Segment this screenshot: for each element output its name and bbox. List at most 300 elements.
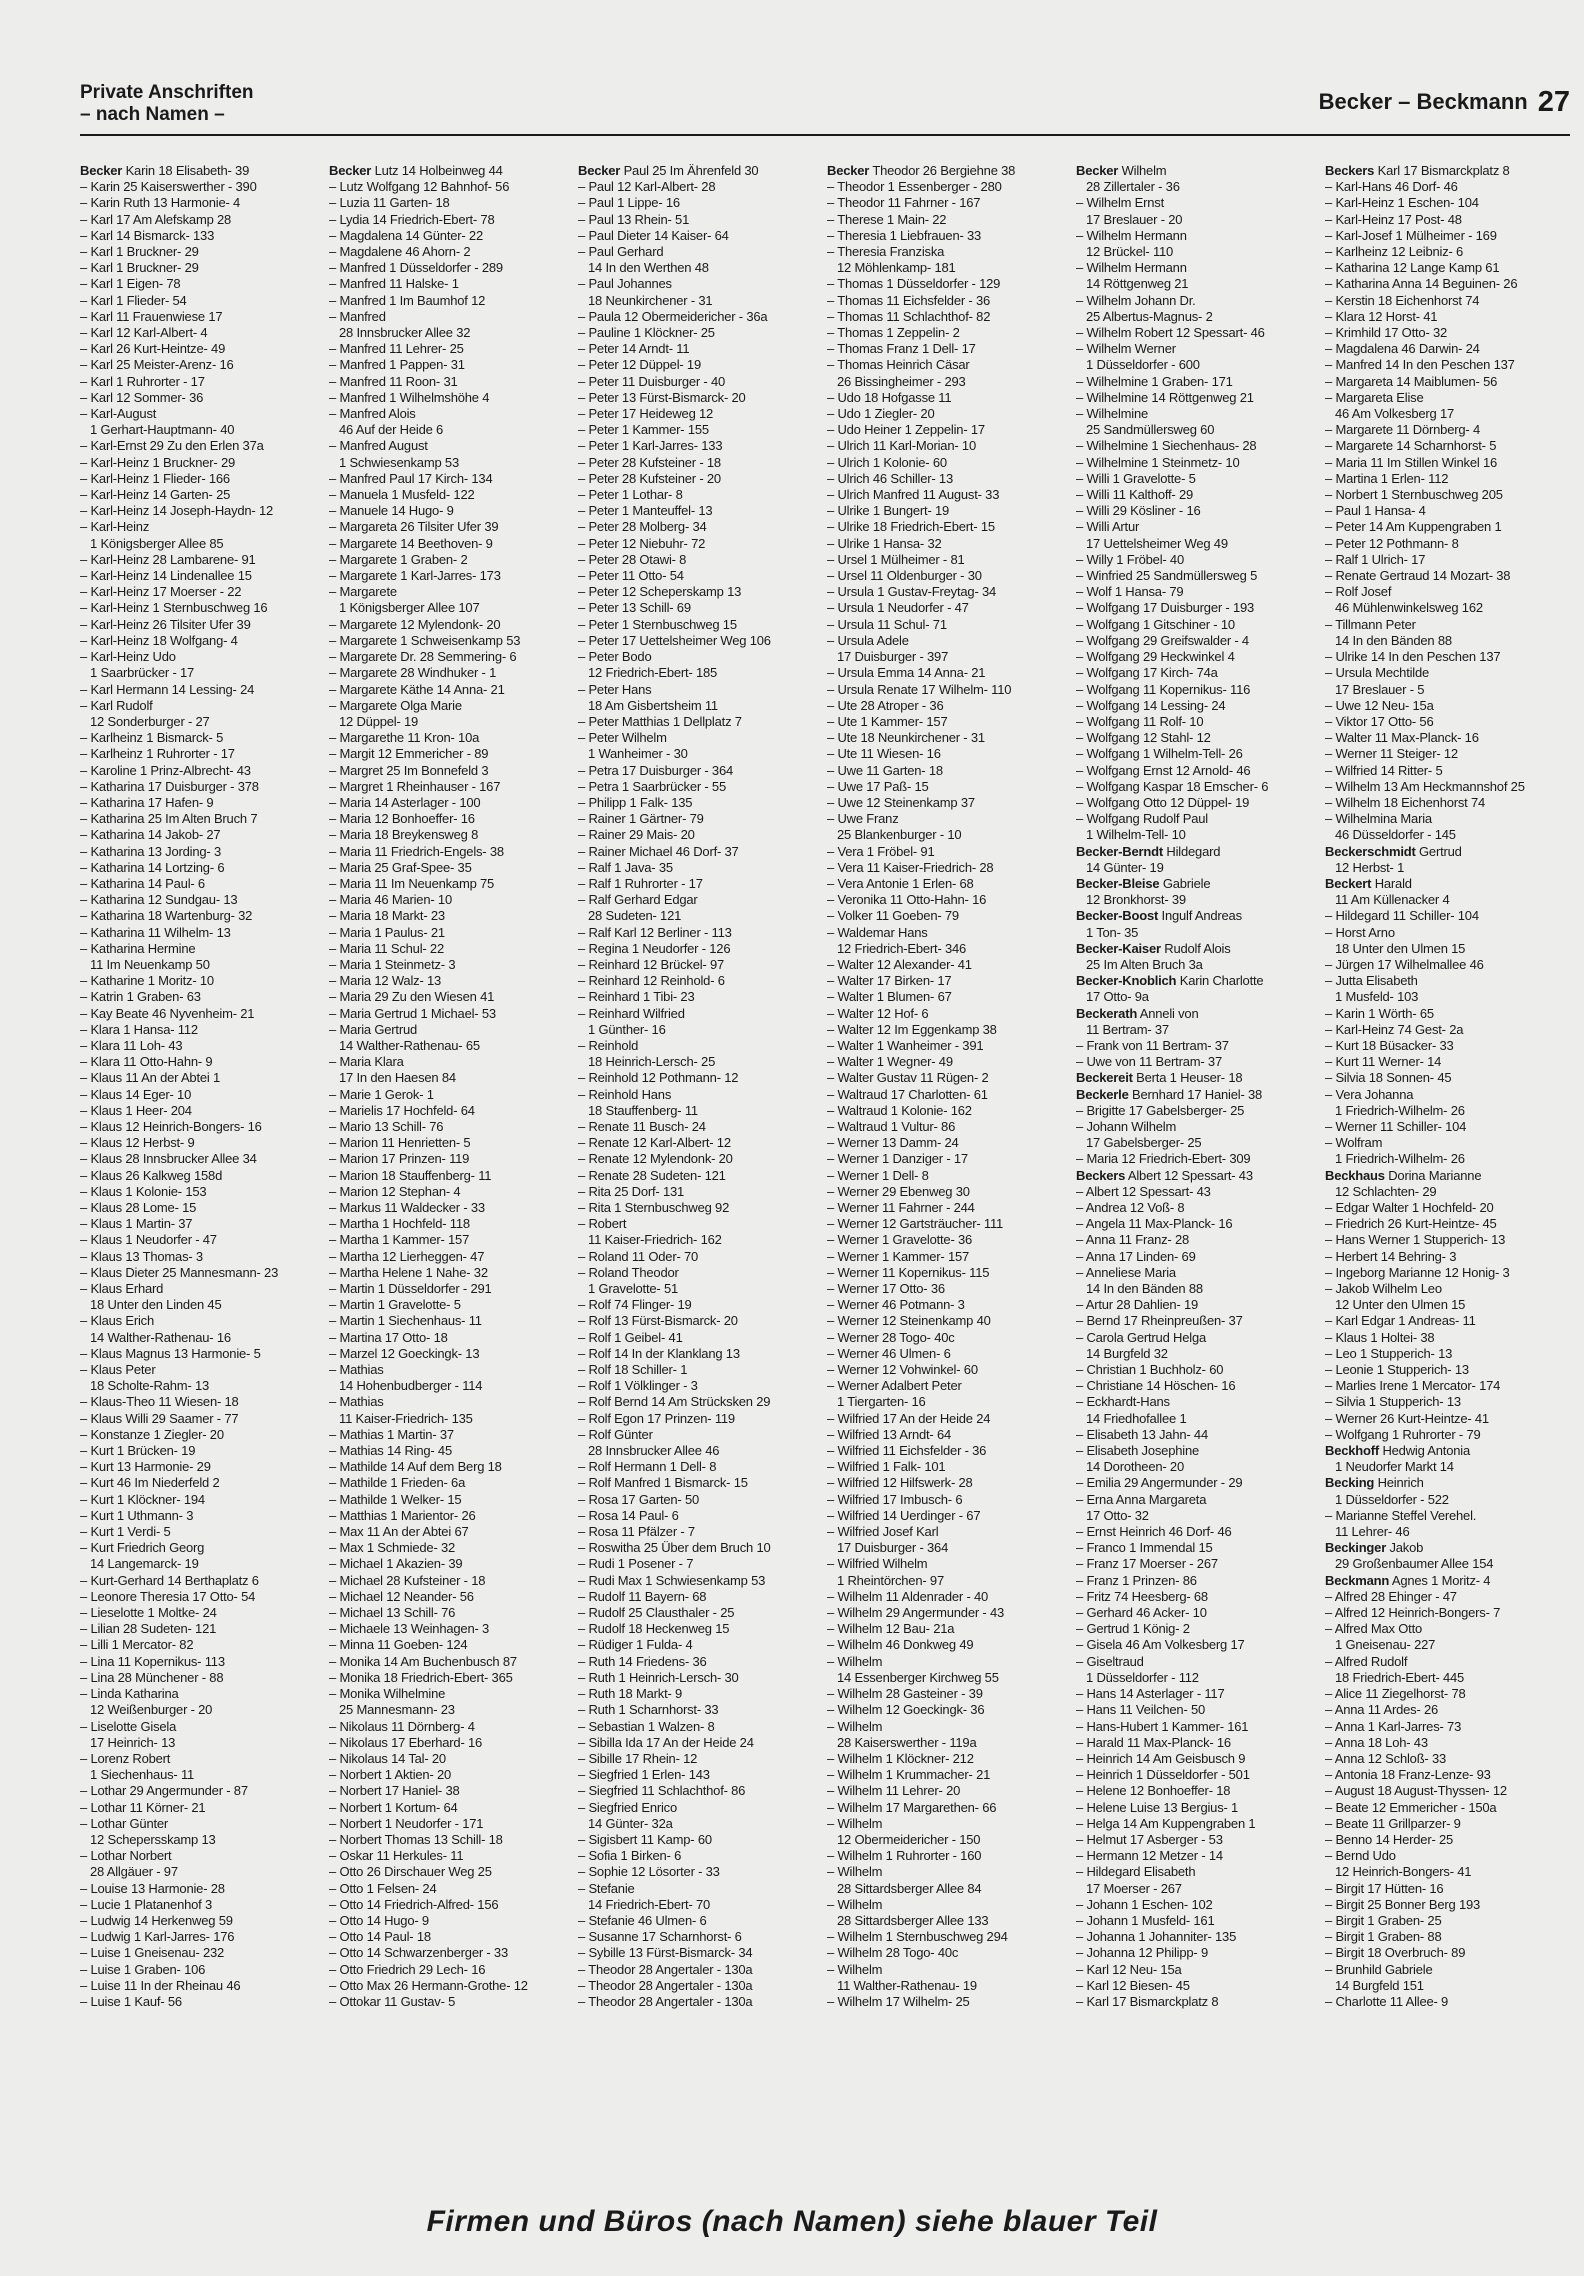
directory-entry: – Karl-Heinz 1 Sternbuschweg 16: [80, 600, 268, 616]
directory-entry: – Anna 11 Franz- 28: [1076, 1232, 1190, 1248]
directory-entry: – Karl-Heinz 74 Gest- 2a: [1325, 1021, 1464, 1037]
directory-entry: – Hans 11 Veilchen- 50: [1076, 1702, 1206, 1718]
directory-entry: – Karl-Heinz: [80, 519, 150, 535]
directory-entry: – Klaus 1 Kolonie- 153: [80, 1183, 207, 1199]
directory-entry: – Marion 18 Stauffenberg- 11: [329, 1167, 492, 1183]
directory-entry: – Kurt 1 Klöckner- 194: [80, 1491, 205, 1507]
directory-entry: – Sofia 1 Birken- 6: [578, 1848, 682, 1864]
directory-entry: – Herbert 14 Behring- 3: [1325, 1248, 1457, 1264]
directory-entry: – Klaus Dieter 25 Mannesmann- 23: [80, 1264, 279, 1280]
directory-entry: – Ralf 1 Java- 35: [578, 859, 673, 875]
address-continuation: 1 Neudorfer Markt 14: [1335, 1459, 1454, 1475]
address-continuation: 14 Walther-Rathenau- 65: [339, 1037, 480, 1053]
directory-entry: – Ute 28 Atroper - 36: [827, 697, 944, 713]
directory-entry: – Helene Luise 13 Bergius- 1: [1076, 1799, 1239, 1815]
directory-entry: – Wilfried 14 Uerdinger - 67: [827, 1507, 981, 1523]
directory-entry: – Wolfgang 14 Lessing- 24: [1076, 697, 1226, 713]
directory-entry: – Manuele 14 Hugo- 9: [329, 503, 454, 519]
directory-entry: – Ursula Emma 14 Anna- 21: [827, 665, 986, 681]
directory-entry: – Udo 18 Hofgasse 11: [827, 389, 952, 405]
directory-entry: – Wilhelm Hermann: [1076, 227, 1187, 243]
directory-entry: – Karl-Heinz 26 Tilsiter Ufer 39: [80, 616, 251, 632]
directory-entry: – Wilhelm Johann Dr.: [1076, 292, 1196, 308]
directory-entry: – Petra 1 Saarbrücker - 55: [578, 778, 726, 794]
directory-entry: – Wilhelm 12 Bau- 21a: [827, 1621, 955, 1637]
directory-entry: – Maria 1 Steinmetz- 3: [329, 956, 456, 972]
address-continuation: 12 Heinrich-Bongers- 41: [1335, 1864, 1472, 1880]
directory-entry: – Artur 28 Dahlien- 19: [1076, 1297, 1199, 1313]
directory-column-3: [578, 163, 824, 2183]
directory-entry: – Renate 11 Busch- 24: [578, 1118, 706, 1134]
directory-entry: – Karl 25 Meister-Arenz- 16: [80, 357, 234, 373]
directory-entry: – Ruth 1 Scharnhorst- 33: [578, 1702, 719, 1718]
directory-entry: – Renate 28 Sudeten- 121: [578, 1167, 726, 1183]
directory-entry: – Louise 13 Harmonie- 28: [80, 1880, 225, 1896]
directory-entry: – Rolf 1 Geibel- 41: [578, 1329, 683, 1345]
directory-entry: – Elisabeth Josephine: [1076, 1443, 1200, 1459]
directory-entry: – Manfred 11 Lehrer- 25: [329, 341, 464, 357]
directory-entry: – Udo 1 Ziegler- 20: [827, 406, 935, 422]
directory-entry: – Christiane 14 Höschen- 16: [1076, 1378, 1236, 1394]
directory-entry: – Karl-Heinz 14 Joseph-Haydn- 12: [80, 503, 274, 519]
directory-entry: – Ralf Karl 12 Berliner - 113: [578, 924, 732, 940]
directory-entry: – Katharina 11 Wilhelm- 13: [80, 924, 231, 940]
directory-entry: – Karl 1 Ruhrorter - 17: [80, 373, 205, 389]
directory-entry: – Wilhelm 11 Lehrer- 20: [827, 1783, 961, 1799]
address-continuation: 17 Breslauer - 5: [1335, 681, 1425, 697]
surname-entry: Beckereit Berta 1 Heuser- 18: [1076, 1070, 1243, 1086]
directory-entry: – Ulrich 46 Schiller- 13: [827, 470, 953, 486]
directory-entry: – Emilia 29 Angermunder - 29: [1076, 1475, 1243, 1491]
directory-entry: – Rita 1 Sternbuschweg 92: [578, 1200, 730, 1215]
directory-entry: – Vera Johanna: [1325, 1086, 1414, 1102]
directory-entry: – Magdalena 14 Günter- 22: [329, 227, 483, 243]
address-continuation: 17 Heinrich- 13: [90, 1734, 176, 1750]
directory-entry: – Uwe 12 Neu- 15a: [1325, 697, 1434, 713]
directory-entry: – Rolf Bernd 14 Am Strücksken 29: [578, 1394, 771, 1410]
directory-entry: – Thomas Franz 1 Dell- 17: [827, 341, 976, 357]
directory-entry: – Kurt 13 Harmonie- 29: [80, 1459, 211, 1475]
directory-entry: – Rudolf 25 Clausthaler - 25: [578, 1605, 735, 1621]
directory-entry: – Norbert 17 Haniel- 38: [329, 1783, 460, 1799]
directory-entry: – Thomas 11 Schlachthof- 82: [827, 308, 991, 324]
directory-entry: – Peter 11 Duisburger - 40: [578, 373, 726, 389]
address-continuation: 18 Unter den Linden 45: [90, 1297, 222, 1313]
directory-entry: – Margarete 11 Dörnberg- 4: [1325, 422, 1480, 438]
directory-entry: – Karin 25 Kaiserswerther - 390: [80, 179, 257, 195]
directory-entry: – Maria Gertrud: [329, 1021, 418, 1037]
directory-entry: – Martha 1 Hochfeld- 118: [329, 1216, 470, 1232]
directory-entry: – Mario 13 Schill- 76: [329, 1118, 444, 1134]
directory-entry: – Christian 1 Buchholz- 60: [1076, 1362, 1224, 1378]
directory-entry: – Petra 17 Duisburger - 364: [578, 762, 734, 778]
directory-entry: – Werner 29 Ebenweg 30: [827, 1183, 970, 1199]
directory-entry: – Mathilde 14 Auf dem Berg 18: [329, 1459, 502, 1475]
directory-entry: – Wilhelm: [827, 1896, 883, 1912]
directory-entry: – Maria Klara: [329, 1054, 404, 1070]
directory-entry: – Michaele 13 Weinhagen- 3: [329, 1621, 490, 1637]
directory-entry: – Wilfried 17 Imbusch- 6: [827, 1491, 963, 1507]
directory-entry: – Veronika 11 Otto-Hahn- 16: [827, 892, 987, 908]
directory-entry: – Ernst Heinrich 46 Dorf- 46: [1076, 1524, 1232, 1540]
directory-entry: – Wolfgang 1 Gitschiner - 10: [1076, 616, 1235, 632]
directory-entry: – Wolfgang 29 Greifswalder - 4: [1076, 632, 1249, 648]
directory-entry: – Margit 12 Emmericher - 89: [329, 746, 489, 762]
address-continuation: 12 Unter den Ulmen 15: [1335, 1297, 1466, 1313]
directory-entry: – Sibilla Ida 17 An der Heide 24: [578, 1734, 754, 1750]
directory-entry: – Kurt 11 Werner- 14: [1325, 1054, 1442, 1070]
directory-entry: – Otto Max 26 Hermann-Grothe- 12: [329, 1977, 528, 1993]
surname-entry: Becker Lutz 14 Holbeinweg 44: [329, 163, 503, 178]
directory-entry: – Johanna 12 Philipp- 9: [1076, 1945, 1209, 1961]
directory-entry: – Uwe 17 Paß- 15: [827, 778, 929, 794]
directory-entry: – Peter 12 Scheperskamp 13: [578, 584, 742, 600]
directory-entry: – Rolf Egon 17 Prinzen- 119: [578, 1410, 735, 1426]
directory-entry: – Theresia Franziska: [827, 244, 945, 260]
surname: Beckert: [1325, 875, 1372, 891]
directory-entry: – Johanna 1 Johanniter- 135: [1076, 1929, 1237, 1945]
directory-entry: – Wilhelm Ernst: [1076, 195, 1165, 211]
directory-entry: – Rainer 29 Mais- 20: [578, 827, 695, 843]
directory-entry: – Ulrike 1 Bungert- 19: [827, 503, 950, 519]
directory-entry: – Werner 28 Togo- 40c: [827, 1329, 955, 1345]
directory-entry: – Monika Wilhelmine: [329, 1686, 446, 1702]
directory-entry: – Wilfried Josef Karl: [827, 1524, 939, 1540]
directory-entry: – Helene 12 Bonhoeffer- 18: [1076, 1783, 1231, 1799]
directory-entry: – Rolf 74 Flinger- 19: [578, 1297, 692, 1313]
directory-entry: – Manfred Paul 17 Kirch- 134: [329, 470, 493, 486]
directory-entry: – Marion 12 Stephan- 4: [329, 1183, 461, 1199]
directory-entry: – Peter 13 Schill- 69: [578, 600, 691, 616]
directory-entry: – Theodor 1 Essenberger - 280: [827, 179, 1002, 195]
directory-entry: – Klara 1 Hansa- 112: [80, 1021, 198, 1037]
surname-entry: Beckhoff Hedwig Antonia: [1325, 1443, 1470, 1459]
directory-entry: – Waltraud 1 Kolonie- 162: [827, 1102, 972, 1118]
directory-entry: – Harald 11 Max-Planck- 16: [1076, 1734, 1231, 1750]
directory-entry: – Rolf Günter: [578, 1426, 653, 1442]
section-title-line2: – nach Namen –: [80, 104, 225, 125]
surname-entry: Becker-Kaiser Rudolf Alois: [1076, 940, 1231, 956]
directory-entry: – Walter 17 Birken- 17: [827, 973, 952, 989]
address-continuation: 17 Moerser - 267: [1086, 1880, 1182, 1896]
directory-entry: – Kurt 1 Verdi- 5: [80, 1524, 171, 1540]
directory-entry: – Birgit 1 Graben- 88: [1325, 1929, 1442, 1945]
directory-entry: – Lilian 28 Sudeten- 121: [80, 1621, 217, 1637]
directory-entry: – Maria 29 Zu den Wiesen 41: [329, 989, 495, 1005]
directory-entry: – Margret 1 Rheinhauser - 167: [329, 778, 501, 794]
directory-entry: – Katharina 17 Duisburger - 378: [80, 778, 259, 794]
directory-entry: – Theodor 28 Angertaler - 130a: [578, 1961, 753, 1977]
directory-entry: – Wolfgang 29 Heckwinkel 4: [1076, 649, 1235, 665]
directory-entry: – Katharina 17 Hafen- 9: [80, 794, 214, 810]
directory-entry: – Peter 12 Pothmann- 8: [1325, 535, 1459, 551]
directory-column-4: [827, 163, 1073, 2183]
directory-entry: – Peter Wilhelm: [578, 730, 667, 746]
address-continuation: 14 Essenberger Kirchweg 55: [837, 1669, 999, 1685]
directory-entry: – Werner 11 Kopernikus- 115: [827, 1264, 990, 1280]
directory-entry: – Rolf 1 Völklinger - 3: [578, 1378, 698, 1394]
directory-entry: – Norbert 1 Neudorfer - 171: [329, 1815, 484, 1831]
directory-entry: – Mathilde 1 Frieden- 6a: [329, 1475, 466, 1491]
directory-entry: – Karl 1 Eigen- 78: [80, 276, 181, 292]
directory-entry: – Roland 11 Oder- 70: [578, 1248, 699, 1264]
address-continuation: 11 Im Neuenkamp 50: [90, 956, 210, 972]
directory-entry: – Anna 18 Loh- 43: [1325, 1734, 1428, 1750]
address-continuation: 18 Stauffenberg- 11: [588, 1102, 698, 1118]
directory-entry: – Werner Adalbert Peter: [827, 1378, 962, 1394]
directory-entry: – Angela 11 Max-Planck- 16: [1076, 1216, 1233, 1232]
directory-entry: – Lothar 29 Angermunder - 87: [80, 1783, 248, 1799]
directory-entry: – Peter 1 Kammer- 155: [578, 422, 709, 438]
address-continuation: 17 Otto- 9a: [1086, 989, 1149, 1005]
directory-entry: – Lilli 1 Mercator- 82: [80, 1637, 194, 1653]
directory-entry: – Klaus 12 Heinrich-Bongers- 16: [80, 1118, 262, 1134]
name-range: Becker – Beckmann: [1318, 89, 1528, 114]
directory-entry: – Anna 17 Linden- 69: [1076, 1248, 1196, 1264]
directory-entry: – Bernd Udo: [1325, 1848, 1396, 1864]
directory-entry: – Wilhelm 29 Angermunder - 43: [827, 1605, 1005, 1621]
directory-entry: – Birgit 1 Graben- 25: [1325, 1912, 1442, 1928]
directory-entry: – Monika 14 Am Buchenbusch 87: [329, 1653, 517, 1669]
directory-entry: – Anna 1 Karl-Jarres- 73: [1325, 1718, 1462, 1734]
directory-entry: – Werner 11 Schiller- 104: [1325, 1118, 1467, 1134]
directory-entry: – Wilfried 12 Hilfswerk- 28: [827, 1475, 973, 1491]
directory-entry: – Volker 11 Goeben- 79: [827, 908, 959, 924]
directory-entry: – Peter 28 Kufsteiner - 20: [578, 470, 721, 486]
address-continuation: 25 Mannesmann- 23: [339, 1702, 455, 1718]
address-continuation: 1 Friedrich-Wilhelm- 26: [1335, 1102, 1465, 1118]
directory-entry: – Margareta 26 Tilsiter Ufer 39: [329, 519, 499, 535]
directory-entry: – Peter 28 Kufsteiner - 18: [578, 454, 721, 470]
directory-entry: – Kurt 1 Uthmann- 3: [80, 1507, 194, 1523]
directory-entry: – Rainer 1 Gärtner- 79: [578, 811, 704, 827]
address-continuation: 18 Unter den Ulmen 15: [1335, 940, 1466, 956]
directory-entry: – Klaus 26 Kalkweg 158d: [80, 1167, 223, 1183]
address-continuation: 12 Schlachten- 29: [1335, 1183, 1437, 1199]
directory-entry: – Klaus 1 Heer- 204: [80, 1102, 192, 1118]
surname: Beckhaus: [1325, 1167, 1385, 1183]
directory-entry: – Leonie 1 Stupperich- 13: [1325, 1362, 1469, 1378]
surname-entry: Beckers Karl 17 Bismarckplatz 8: [1325, 163, 1510, 178]
directory-entry: – Marianne Steffel Verehel.: [1325, 1507, 1477, 1523]
directory-entry: – Klaus-Theo 11 Wiesen- 18: [80, 1394, 239, 1410]
directory-entry: – Wolfgang 1 Ruhrorter - 79: [1325, 1426, 1481, 1442]
directory-entry: – Martin 1 Gravelotte- 5: [329, 1297, 461, 1313]
directory-entry: – Stefanie 46 Ulmen- 6: [578, 1912, 707, 1928]
surname-entry: Becker Karin 18 Elisabeth- 39: [80, 163, 250, 178]
directory-entry: – Klaus Peter: [80, 1362, 156, 1378]
directory-entry: – Eckhardt-Hans: [1076, 1394, 1170, 1410]
surname: Becking: [1325, 1475, 1375, 1491]
directory-entry: – Peter 1 Karl-Jarres- 133: [578, 438, 723, 454]
directory-entry: – Reinhard Wilfried: [578, 1005, 685, 1021]
directory-entry: – Maria 25 Graf-Spee- 35: [329, 859, 472, 875]
directory-entry: – Alfred Max Otto: [1325, 1621, 1423, 1637]
directory-entry: – Peter 17 Heideweg 12: [578, 406, 714, 422]
directory-entry: – Rüdiger 1 Fulda- 4: [578, 1637, 693, 1653]
directory-entry: – Wolfgang 11 Rolf- 10: [1076, 713, 1204, 729]
directory-entry: – Wilhelmine 14 Röttgenweg 21: [1076, 389, 1254, 405]
directory-entry: – Marielis 17 Hochfeld- 64: [329, 1102, 475, 1118]
address-continuation: 11 Bertram- 37: [1086, 1021, 1169, 1037]
directory-entry: – Giseltraud: [1076, 1653, 1144, 1669]
directory-entry: – Paul Johannes: [578, 276, 672, 292]
directory-entry: – Willy 1 Fröbel- 40: [1076, 551, 1184, 567]
directory-entry: – Werner 1 Kammer- 157: [827, 1248, 970, 1264]
directory-entry: – Karl-August: [80, 406, 157, 422]
directory-entry: – Hans 14 Asterlager - 117: [1076, 1686, 1225, 1702]
directory-entry: – Reinhard 12 Brückel- 97: [578, 956, 725, 972]
directory-entry: – Rudolf 11 Bayern- 68: [578, 1588, 707, 1604]
directory-entry: – Lydia 14 Friedrich-Ebert- 78: [329, 211, 495, 227]
address-continuation: 28 Sittardsberger Allee 84: [837, 1880, 982, 1896]
directory-entry: – Walter 11 Max-Planck- 16: [1325, 730, 1479, 746]
directory-entry: – Wilfried Wilhelm: [827, 1556, 928, 1572]
directory-entry: – Leonore Theresia 17 Otto- 54: [80, 1588, 256, 1604]
surname: Becker-Boost: [1076, 908, 1159, 924]
directory-entry: – Lieselotte 1 Moltke- 24: [80, 1605, 217, 1621]
directory-entry: – Peter 28 Molberg- 34: [578, 519, 707, 535]
directory-entry: – Klaus Willi 29 Saamer - 77: [80, 1410, 239, 1426]
directory-entry: – Klara 11 Otto-Hahn- 9: [80, 1054, 213, 1070]
directory-entry: – Wilhelm 1 Klöckner- 212: [827, 1750, 974, 1766]
directory-entry: – Theodor 11 Fahrner - 167: [827, 195, 981, 211]
directory-entry: – Monika 18 Friedrich-Ebert- 365: [329, 1669, 513, 1685]
directory-entry: – Heinrich 1 Düsseldorfer - 501: [1076, 1767, 1250, 1783]
address-continuation: 1 Tiergarten- 16: [837, 1394, 926, 1410]
directory-entry: – Katharina 13 Jording- 3: [80, 843, 221, 859]
directory-entry: – Martin 1 Düsseldorfer - 291: [329, 1281, 492, 1297]
address-continuation: 28 Innsbrucker Allee 32: [339, 325, 471, 341]
directory-entry: – Karl-Heinz 28 Lambarene- 91: [80, 551, 256, 567]
directory-entry: – Theresia 1 Liebfrauen- 33: [827, 227, 982, 243]
directory-entry: – Karl-Josef 1 Mülheimer - 169: [1325, 227, 1497, 243]
address-continuation: 18 Friedrich-Ebert- 445: [1335, 1669, 1465, 1685]
directory-entry: – Walter Gustav 11 Rügen- 2: [827, 1070, 989, 1086]
address-continuation: 1 Düsseldorfer - 112: [1086, 1669, 1199, 1685]
directory-entry: – Magdalene 46 Ahorn- 2: [329, 244, 471, 260]
address-continuation: 28 Zillertaler - 36: [1086, 179, 1180, 195]
directory-entry: – Werner 11 Fahrner - 244: [827, 1200, 975, 1215]
address-continuation: 11 Am Küllenacker 4: [1335, 892, 1450, 908]
running-head: [1319, 86, 1570, 119]
directory-entry: – Helmut 17 Asberger - 53: [1076, 1831, 1223, 1847]
directory-entry: – Nikolaus 14 Tal- 20: [329, 1750, 446, 1766]
directory-entry: – Waltraud 17 Charlotten- 61: [827, 1086, 988, 1102]
directory-entry: – Peter 1 Lothar- 8: [578, 487, 683, 503]
directory-entry: – Sigisbert 11 Kamp- 60: [578, 1831, 712, 1847]
directory-entry: – Ottokar 11 Gustav- 5: [329, 1993, 456, 2009]
address-continuation: 12 Friedrich-Ebert- 346: [837, 940, 967, 956]
directory-entry: – Walter 1 Wanheimer - 391: [827, 1037, 984, 1053]
directory-entry: – Ruth 1 Heinrich-Lersch- 30: [578, 1669, 739, 1685]
directory-entry: – Karl Edgar 1 Andreas- 11: [1325, 1313, 1476, 1329]
directory-entry: – Lina 28 Münchener - 88: [80, 1669, 224, 1685]
surname-entry: Beckers Albert 12 Spessart- 43: [1076, 1167, 1253, 1183]
directory-entry: – Wilhelm Hermann: [1076, 260, 1187, 276]
directory-entry: – Hans Werner 1 Stupperich- 13: [1325, 1232, 1506, 1248]
address-continuation: 14 In den Bänden 88: [1335, 632, 1452, 648]
directory-entry: – Andrea 12 Voß- 8: [1076, 1200, 1185, 1215]
directory-entry: – Viktor 17 Otto- 56: [1325, 713, 1434, 729]
directory-entry: – Siegfried 11 Schlachthof- 86: [578, 1783, 746, 1799]
directory-entry: – Mathias: [329, 1394, 384, 1410]
directory-entry: – Ursula Renate 17 Wilhelm- 110: [827, 681, 1012, 697]
directory-entry: – Wolfgang Ernst 12 Arnold- 46: [1076, 762, 1251, 778]
directory-entry: – Luzia 11 Garten- 18: [329, 195, 450, 211]
directory-entry: – Karl Rudolf: [80, 697, 153, 713]
directory-entry: – Siegfried Enrico: [578, 1799, 678, 1815]
directory-entry: – Paul Dieter 14 Kaiser- 64: [578, 227, 729, 243]
directory-entry: – Gertrud 1 König- 2: [1076, 1621, 1190, 1637]
directory-entry: – Fritz 74 Heesberg- 68: [1076, 1588, 1208, 1604]
address-continuation: 46 Düsseldorfer - 145: [1335, 827, 1456, 843]
directory-entry: – Klaus 12 Herbst- 9: [80, 1135, 195, 1151]
address-continuation: 26 Bissingheimer - 293: [837, 373, 966, 389]
directory-column-2: [329, 163, 575, 2183]
address-continuation: 14 Günter- 32a: [588, 1815, 673, 1831]
address-continuation: 14 Röttgenweg 21: [1086, 276, 1189, 292]
directory-entry: – Reinhard 1 Tibi- 23: [578, 989, 695, 1005]
directory-entry: – Otto 1 Felsen- 24: [329, 1880, 437, 1896]
directory-entry: – Otto 26 Dirschauer Weg 25: [329, 1864, 492, 1880]
directory-entry: – Vera 1 Fröbel- 91: [827, 843, 935, 859]
surname-entry: Becker Theodor 26 Bergiehne 38: [827, 163, 1016, 178]
directory-entry: – Lina 11 Kopernikus- 113: [80, 1653, 225, 1669]
surname-entry: Beckhaus Dorina Marianne: [1325, 1167, 1482, 1183]
directory-entry: – Minna 11 Goeben- 124: [329, 1637, 468, 1653]
address-continuation: 1 Rheintörchen- 97: [837, 1572, 944, 1588]
directory-entry: – Mathias 14 Ring- 45: [329, 1443, 452, 1459]
directory-entry: – Kurt 46 Im Niederfeld 2: [80, 1475, 220, 1491]
address-continuation: 11 Lehrer- 46: [1335, 1524, 1410, 1540]
directory-entry: – Wilhelm 17 Margarethen- 66: [827, 1799, 997, 1815]
directory-entry: – Walter 1 Wegner- 49: [827, 1054, 953, 1070]
directory-entry: – Marion 11 Henrietten- 5: [329, 1135, 471, 1151]
directory-entry: – Vera Antonie 1 Erlen- 68: [827, 875, 974, 891]
directory-entry: – Luise 1 Kauf- 56: [80, 1993, 182, 2009]
directory-entry: – Friedrich 26 Kurt-Heintze- 45: [1325, 1216, 1497, 1232]
surname-entry: Becker-Berndt Hildegard: [1076, 843, 1221, 859]
address-continuation: 28 Sudeten- 121: [588, 908, 682, 924]
directory-entry: – Luise 1 Graben- 106: [80, 1961, 206, 1977]
directory-entry: – Werner 46 Ulmen- 6: [827, 1345, 951, 1361]
directory-entry: – Leo 1 Stupperich- 13: [1325, 1345, 1453, 1361]
address-continuation: 14 Hohenbudberger - 114: [339, 1378, 483, 1394]
directory-entry: – Karl 1 Flieder- 54: [80, 292, 187, 308]
directory-entry: – Wolfgang 17 Kirch- 74a: [1076, 665, 1218, 681]
directory-entry: – Martina 1 Erlen- 112: [1325, 470, 1449, 486]
directory-entry: – Ursula Adele: [827, 632, 909, 648]
directory-entry: – Sibille 17 Rhein- 12: [578, 1750, 698, 1766]
directory-entry: – Wilfried 14 Ritter- 5: [1325, 762, 1443, 778]
directory-entry: – Karl-Heinz 17 Moerser - 22: [80, 584, 242, 600]
address-continuation: 14 Günter- 19: [1086, 859, 1164, 875]
directory-entry: – Wilhelm 11 Aldenrader - 40: [827, 1588, 989, 1604]
directory-entry: – Wilhelmine: [1076, 406, 1149, 422]
directory-entry: – Anneliese Maria: [1076, 1264, 1176, 1280]
surname-entry: Beckerath Anneli von: [1076, 1005, 1199, 1021]
directory-entry: – Norbert 1 Sternbuschweg 205: [1325, 487, 1503, 503]
surname: Becker-Knoblich: [1076, 973, 1177, 989]
address-continuation: 17 Duisburger - 397: [837, 649, 949, 665]
directory-entry: – Theodor 28 Angertaler - 130a: [578, 1993, 753, 2009]
directory-entry: – Tillmann Peter: [1325, 616, 1416, 632]
directory-entry: – Hermann 12 Metzer - 14: [1076, 1848, 1223, 1864]
directory-entry: – Heinrich 14 Am Geisbusch 9: [1076, 1750, 1246, 1766]
surname-entry: Beckerschmidt Gertrud: [1325, 843, 1462, 859]
directory-entry: – Norbert Thomas 13 Schill- 18: [329, 1831, 503, 1847]
